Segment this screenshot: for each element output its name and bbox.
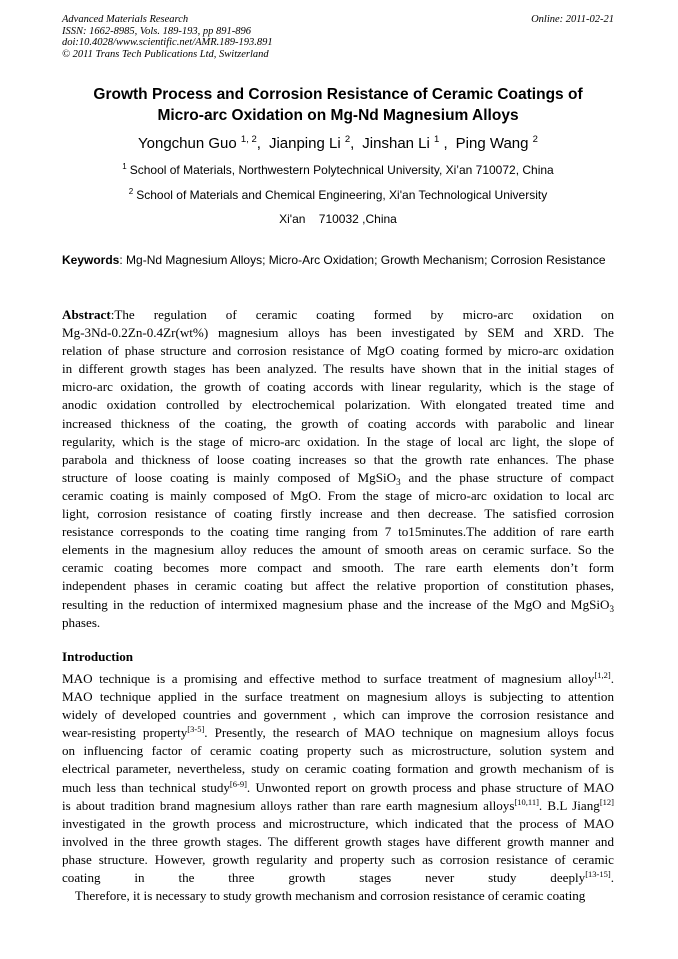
text-line bbox=[62, 324, 614, 342]
text-fragment: structure of loose coating is mainly composed of MgSiO bbox=[62, 469, 397, 485]
subscript: 3 bbox=[396, 476, 401, 487]
author-separator: , bbox=[350, 135, 355, 152]
author bbox=[138, 135, 261, 152]
text-fragment: MAO technique applied in the surface treatment on magnesium alloys is subjecting to attention bbox=[62, 689, 614, 705]
affiliation-2 bbox=[62, 188, 614, 203]
text-fragment: parabola and thickness of loose coating increases so that the growth rate enhances. The phase bbox=[62, 451, 614, 467]
affiliation-3 bbox=[62, 212, 614, 227]
text-line bbox=[62, 577, 614, 595]
affiliation-text: School of Materials, Northwestern Polytechnical University, Xi’an 710072, China bbox=[129, 163, 554, 177]
text-line bbox=[62, 342, 614, 360]
affiliation-number: 1 bbox=[122, 162, 127, 171]
author-name: Jianping Li bbox=[268, 135, 345, 152]
text-fragment: independent phases in ceramic coating but affect the relative proportion of constitution phases, bbox=[62, 578, 614, 594]
text-fragment: widely of developed countries and government , which can improve the corrosion resistance and bbox=[62, 707, 614, 723]
citation: [12] bbox=[599, 796, 614, 807]
text-fragment: Therefore, it is necessary to study growth mechanism and corrosion resistance of ceramic coating bbox=[62, 888, 586, 904]
text-fragment: . Unwonted report on growth process and phase structure of MAO bbox=[246, 779, 614, 795]
introduction-heading: Introduction bbox=[62, 649, 134, 664]
text-fragment: involved in the three growth stages. The different growth stages have different growth manner and bbox=[62, 833, 614, 849]
text-line bbox=[62, 541, 614, 559]
text-fragment: electrical parameter, nevertheless, study on ceramic coating formation and growth mechanism of is bbox=[62, 761, 614, 777]
author-separator: , bbox=[439, 135, 448, 152]
text-fragment: regularity, which is the stage of micro-arc oxidation. In the stage of local arc light, the slope of bbox=[62, 433, 614, 449]
author-affiliation-number: 2 bbox=[344, 134, 351, 145]
author-name: Ping Wang bbox=[455, 135, 533, 152]
text-line bbox=[62, 688, 614, 706]
text-fragment: wear-resisting property bbox=[62, 725, 188, 741]
text-fragment: micro-arc oxidation, the growth of coating accords with linear regularity, which is the stage of bbox=[62, 379, 614, 395]
copyright-line: © 2011 Trans Tech Publications Ltd, Switzerland bbox=[62, 48, 269, 60]
author-affiliation-number: 1, 2 bbox=[240, 134, 257, 145]
author-name: Jinshan Li bbox=[362, 135, 435, 152]
text-fragment: on influencing factor of ceramic coating property such as microstructure, solution system and bbox=[62, 743, 614, 759]
text-fragment: . B.L Jiang bbox=[538, 797, 600, 813]
text-line bbox=[62, 306, 614, 324]
abstract-label: Abstract bbox=[62, 307, 111, 322]
citation: [13-15] bbox=[585, 869, 611, 880]
text-line bbox=[62, 760, 614, 778]
text-fragment: phase structure. However, growth regularity and property such as corrosion resistance of ceramic bbox=[62, 851, 614, 867]
author-separator: , bbox=[256, 135, 261, 152]
text-line bbox=[62, 614, 614, 632]
text-line bbox=[62, 869, 614, 887]
citation: [10,11] bbox=[514, 796, 539, 807]
text-line bbox=[62, 378, 614, 396]
text-line bbox=[62, 433, 614, 451]
text-fragment: MAO technique is a promising and effective method to surface treatment of magnesium alloy bbox=[62, 671, 595, 686]
text-line bbox=[62, 360, 614, 378]
text-fragment: Mg-3Nd-0.2Zn-0.4Zr(wt%) magnesium alloys has been investigated by SEM and XRD. The bbox=[62, 325, 614, 341]
text-fragment: ceramic coating is mainly composed of MgO. From the stage of micro-arc oxidation to local arc bbox=[62, 487, 614, 503]
text-fragment: increased thickness of the coating, the growth of coating accords with parabolic and linear bbox=[62, 415, 614, 431]
text-fragment: resistance corresponds to the coating time ranging from 7 to15minutes.The addition of rare earth bbox=[62, 524, 614, 540]
journal-header bbox=[62, 14, 614, 60]
author-affiliation-number: 2 bbox=[532, 134, 538, 145]
text-fragment: :The regulation of ceramic coating formed by micro-arc oxidation on bbox=[110, 307, 614, 322]
text-line bbox=[62, 851, 614, 869]
text-line bbox=[62, 559, 614, 577]
author bbox=[456, 135, 538, 152]
text-fragment: ceramic coating becomes more compact and smooth. The rare earth elements don’t form bbox=[62, 560, 614, 576]
title-line-1: Growth Process and Corrosion Resistance of Ceramic Coatings of bbox=[93, 86, 583, 103]
citation: [6-9] bbox=[229, 778, 247, 789]
text-line bbox=[62, 451, 614, 469]
text-line bbox=[62, 815, 614, 833]
text-fragment: relation of phase structure and corrosion resistance of MgO coating formed by micro-arc oxidation bbox=[62, 343, 614, 359]
text-fragment: phases. bbox=[62, 614, 101, 630]
text-line bbox=[62, 670, 614, 688]
text-line bbox=[62, 396, 614, 414]
subscript: 3 bbox=[609, 603, 614, 614]
text-fragment: . bbox=[610, 671, 614, 686]
author-name: Yongchun Guo bbox=[138, 135, 241, 152]
online-date: Online: 2011-02-21 bbox=[531, 14, 614, 25]
text-line bbox=[62, 797, 614, 815]
doi-line: doi:10.4028/www.scientific.net/AMR.189-193.891 bbox=[62, 37, 273, 48]
text-fragment: light, corrosion resistance of coating firstly increase and then decrease. The satisfied corrosion bbox=[62, 506, 614, 522]
text-fragment: elements in the magnesium alloy reduces the amount of smooth areas on ceramic surface. So the bbox=[62, 542, 614, 558]
text-line bbox=[62, 505, 614, 523]
title-line-2: Micro-arc Oxidation on Mg-Nd Magnesium Alloys bbox=[157, 107, 519, 124]
issn-line: ISSN: 1662-8985, Vols. 189-193, pp 891-896 bbox=[62, 25, 251, 37]
text-line bbox=[62, 887, 614, 905]
author-affiliation-number: 1 bbox=[434, 134, 440, 145]
text-line bbox=[62, 415, 614, 433]
text-fragment: in different growth stages has been analyzed. The results have shown that in the initial stages of bbox=[62, 361, 614, 377]
text-line bbox=[62, 779, 614, 797]
text-line bbox=[62, 833, 614, 851]
citation: [1,2] bbox=[594, 670, 611, 680]
author-list bbox=[62, 134, 614, 154]
citation: [3-5] bbox=[187, 724, 205, 735]
keywords-label: Keywords bbox=[62, 253, 120, 267]
affiliation-1 bbox=[62, 163, 614, 178]
text-line bbox=[62, 724, 614, 742]
affiliation-number: 2 bbox=[128, 187, 134, 196]
introduction-body bbox=[62, 670, 614, 905]
keywords-block bbox=[62, 252, 614, 268]
text-line bbox=[62, 469, 614, 487]
paper-title bbox=[62, 84, 614, 126]
text-fragment: and the phase structure of compact bbox=[400, 469, 614, 485]
text-fragment: . Presently, the research of MAO technique on magnesium alloys focus bbox=[204, 725, 614, 741]
text-fragment: . bbox=[610, 870, 614, 886]
keywords-text: : Mg-Nd Magnesium Alloys; Micro-Arc Oxidation; Growth Mechanism; Corrosion Resistance bbox=[119, 253, 606, 267]
text-line bbox=[62, 742, 614, 760]
text-fragment: coating in the three growth stages never study deeply bbox=[62, 870, 586, 886]
text-line bbox=[62, 706, 614, 724]
text-fragment: much less than technical study bbox=[62, 779, 230, 795]
text-line bbox=[62, 487, 614, 505]
text-line bbox=[62, 523, 614, 541]
text-fragment: is about tradition brand magnesium alloys rather than rare earth magnesium alloys bbox=[62, 797, 515, 813]
text-line bbox=[62, 596, 614, 614]
author bbox=[269, 135, 354, 152]
affiliation-text: Xi'an 710032 ,China bbox=[279, 212, 397, 226]
journal-name: Advanced Materials Research bbox=[62, 14, 189, 25]
text-fragment: investigated in the growth process and microstructure, which indicated that the process of MAO bbox=[62, 815, 614, 831]
author bbox=[362, 135, 447, 152]
text-fragment: anodic oxidation controlled by electrochemical polarization. With elongated treated time and bbox=[62, 397, 614, 413]
abstract-block bbox=[62, 306, 614, 632]
affiliation-text: School of Materials and Chemical Engineering, Xi'an Technological University bbox=[136, 188, 548, 202]
text-fragment: resulting in the reduction of intermixed magnesium phase and the increase of the MgO and MgSiO bbox=[62, 596, 610, 612]
